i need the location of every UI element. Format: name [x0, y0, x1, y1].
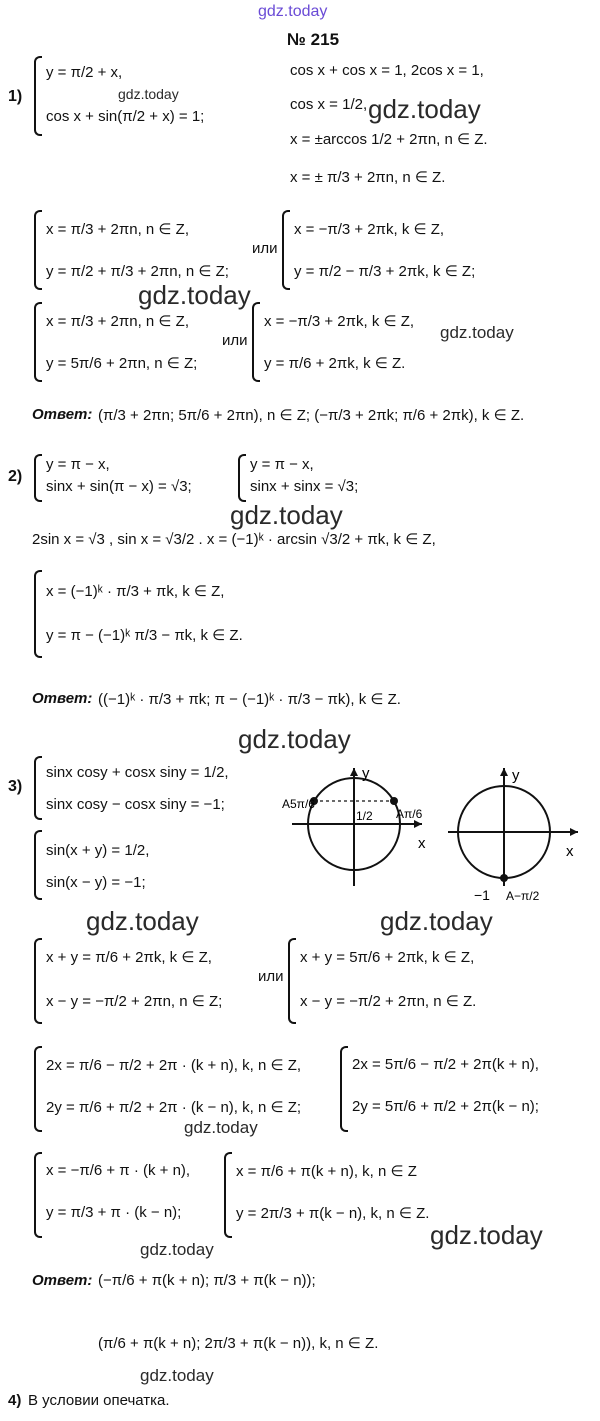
- watermark: gdz.today: [430, 1220, 543, 1250]
- equation-line: x = (−1)ᵏ · π/3 + πk, k ∈ Z,: [46, 583, 225, 600]
- equation-line: y = π − x,: [250, 456, 314, 473]
- system-brace: [34, 570, 42, 658]
- equation-line: y = π/2 + π/3 + 2πn, n ∈ Z;: [46, 263, 229, 280]
- axis-x-label: x: [418, 835, 426, 852]
- watermark: gdz.today: [258, 3, 328, 20]
- equation-line: y = π/2 − π/3 + 2πk, k ∈ Z;: [294, 263, 476, 280]
- watermark: gdz.today: [368, 94, 481, 124]
- equation-line: x − y = −π/2 + 2πn, n ∈ Z;: [46, 993, 223, 1010]
- watermark: gdz.today: [380, 906, 493, 936]
- answer-text: (π/3 + 2πn; 5π/6 + 2πn), n ∈ Z; (−π/3 + 2πk; π/6 + 2πk), k ∈ Z.: [98, 407, 525, 424]
- answer-text: ((−1)ᵏ · π/3 + πk; π − (−1)ᵏ · π/3 − πk), k ∈ Z.: [98, 691, 401, 708]
- equation-line: x + y = 5π/6 + 2πk, k ∈ Z,: [300, 949, 475, 966]
- point-label: A−π/2: [506, 889, 540, 903]
- watermark: gdz.today: [140, 1366, 214, 1385]
- equation-line: cos x + cos x = 1, 2cos x = 1,: [290, 62, 484, 79]
- system-brace: [34, 302, 42, 382]
- axis-x-label: x: [566, 843, 574, 860]
- system-brace: [34, 938, 42, 1024]
- answer-label: Ответ:: [32, 690, 93, 707]
- watermark: gdz.today: [86, 906, 199, 936]
- system-brace: [34, 210, 42, 290]
- system-brace: [238, 454, 246, 502]
- equation-line: cos x = 1/2,: [290, 96, 368, 113]
- part-4-label: 4): [8, 1392, 22, 1409]
- or-word: или: [252, 240, 278, 257]
- equation-line: sinx + sin(π − x) = √3;: [46, 478, 192, 495]
- watermark: gdz.today: [138, 280, 251, 310]
- equation-line: y = 2π/3 + π(k − n), k, n ∈ Z.: [236, 1205, 430, 1222]
- system-brace: [224, 1152, 232, 1238]
- equation-line: y = π − (−1)ᵏ π/3 − πk, k ∈ Z.: [46, 627, 243, 644]
- equation-line: y = π/2 + x,: [46, 64, 123, 81]
- equation-line: sinx cosy − cosx siny = −1;: [46, 796, 225, 813]
- equation-line: cos x + sin(π/2 + x) = 1;: [46, 108, 205, 125]
- equation-line: y = π − x,: [46, 456, 110, 473]
- equation-line: 2y = π/6 + π/2 + 2π · (k − n), k, n ∈ Z;: [46, 1099, 302, 1116]
- watermark: gdz.today: [230, 500, 343, 530]
- equation-line: x = π/6 + π(k + n), k, n ∈ Z: [236, 1163, 417, 1180]
- point-label: A5π/6: [282, 797, 315, 811]
- equation-line: x = π/3 + 2πn, n ∈ Z,: [46, 313, 189, 330]
- system-brace: [288, 938, 296, 1024]
- watermark: gdz.today: [118, 86, 179, 102]
- part-1-label: 1): [8, 88, 23, 105]
- system-brace: [340, 1046, 348, 1132]
- point-label: Aπ/6: [396, 807, 423, 821]
- system-brace: [34, 56, 42, 136]
- equation-line: x + y = π/6 + 2πk, k ∈ Z,: [46, 949, 212, 966]
- axis-y-label: y: [362, 765, 370, 782]
- equation-line: x = −π/3 + 2πk, k ∈ Z,: [264, 313, 415, 330]
- equation-line: x = −π/3 + 2πk, k ∈ Z,: [294, 221, 445, 238]
- equation-line: 2y = 5π/6 + π/2 + 2π(k − n);: [352, 1098, 539, 1115]
- system-brace: [34, 1046, 42, 1132]
- answer-label: Ответ:: [32, 1272, 93, 1289]
- equation-line: y = π/3 + π · (k − n);: [46, 1204, 182, 1221]
- system-brace: [34, 1152, 42, 1238]
- note-text: В условии опечатка.: [28, 1392, 170, 1409]
- equation-line: y = π/6 + 2πk, k ∈ Z.: [264, 355, 406, 372]
- equation-line: sinx + sinx = √3;: [250, 478, 359, 495]
- answer-text: (−π/6 + π(k + n); π/3 + π(k − n));: [98, 1272, 316, 1289]
- point-label: −1: [474, 887, 490, 903]
- unit-circle-figure-2: [444, 762, 594, 912]
- equation-line: x = −π/6 + π · (k + n),: [46, 1162, 191, 1179]
- axis-y-label: y: [512, 767, 520, 784]
- or-word: или: [222, 332, 248, 349]
- part-2-label: 2): [8, 468, 23, 485]
- problem-title: № 215: [287, 30, 340, 49]
- answer-text: (π/6 + π(k + n); 2π/3 + π(k − n)), k, n ∈ Z.: [98, 1335, 379, 1352]
- system-brace: [34, 454, 42, 502]
- equation-line: 2x = 5π/6 − π/2 + 2π(k + n),: [352, 1056, 539, 1073]
- part-3-label: 3): [8, 778, 23, 795]
- equation-line: sinx cosy + cosx siny = 1/2,: [46, 764, 229, 781]
- watermark: gdz.today: [140, 1240, 214, 1259]
- equation-line: sin(x + y) = 1/2,: [46, 842, 150, 859]
- equation-line: 2sin x = √3 , sin x = √3/2 . x = (−1)ᵏ · arcsin √3/2 + πk, k ∈ Z,: [32, 531, 436, 548]
- watermark: gdz.today: [184, 1118, 258, 1137]
- half-label: 1/2: [356, 809, 373, 823]
- watermark: gdz.today: [238, 724, 351, 754]
- answer-label: Ответ:: [32, 406, 93, 423]
- equation-line: sin(x − y) = −1;: [46, 874, 146, 891]
- equation-line: x = ±arccos 1/2 + 2πn, n ∈ Z.: [290, 131, 488, 148]
- equation-line: x = ± π/3 + 2πn, n ∈ Z.: [290, 169, 446, 186]
- system-brace: [282, 210, 290, 290]
- equation-line: 2x = π/6 − π/2 + 2π · (k + n), k, n ∈ Z,: [46, 1057, 302, 1074]
- system-brace: [34, 756, 42, 820]
- equation-line: x − y = −π/2 + 2πn, n ∈ Z.: [300, 993, 477, 1010]
- equation-line: y = 5π/6 + 2πn, n ∈ Z;: [46, 355, 198, 372]
- system-brace: [34, 830, 42, 900]
- unit-circle-figure-1: [282, 762, 442, 892]
- watermark: gdz.today: [440, 323, 514, 342]
- or-word: или: [258, 968, 284, 985]
- equation-line: x = π/3 + 2πn, n ∈ Z,: [46, 221, 189, 238]
- system-brace: [252, 302, 260, 382]
